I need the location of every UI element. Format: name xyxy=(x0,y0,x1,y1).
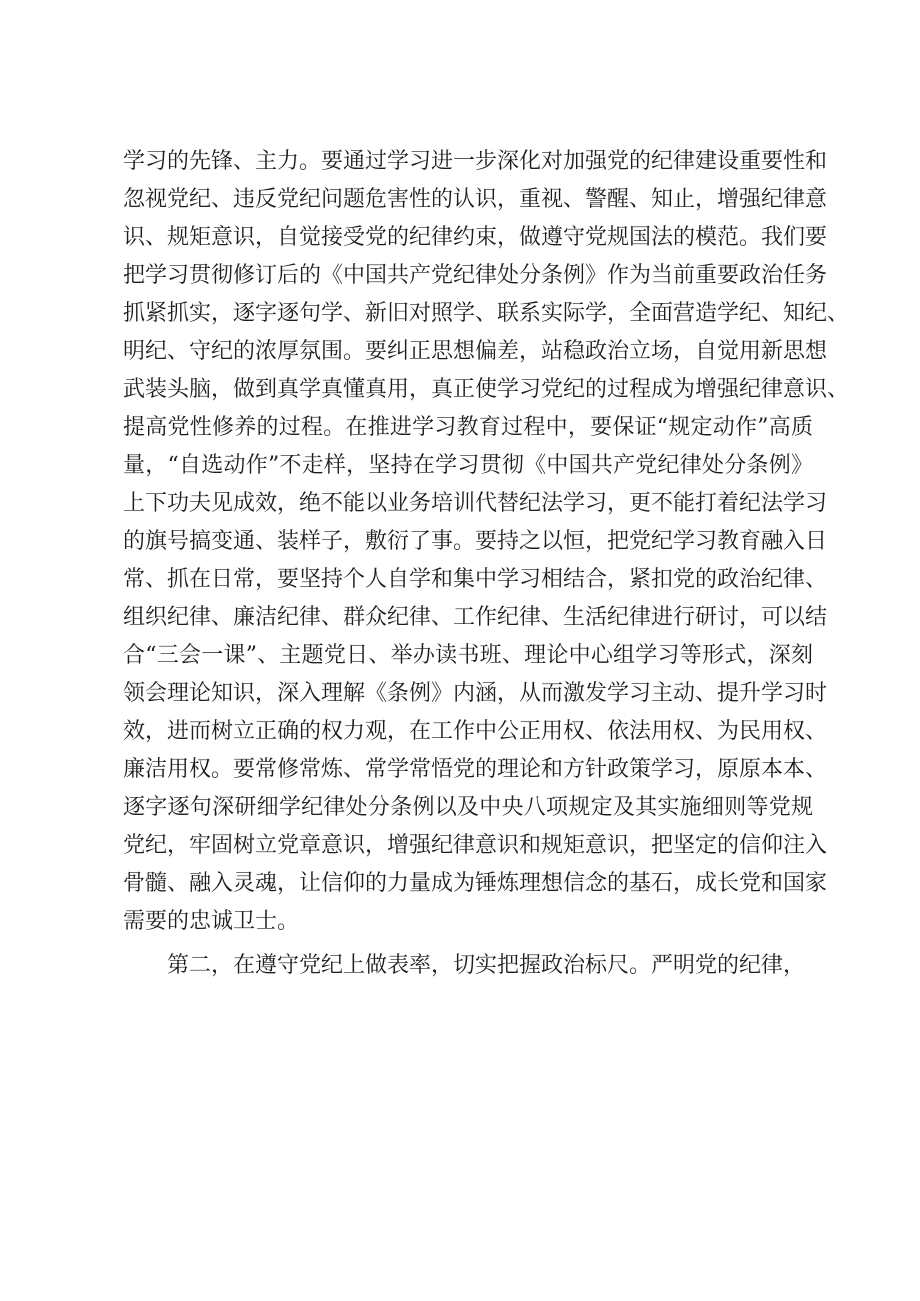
text-line: 领会理论知识，深入理解《条例》内涵，从而激发学习主动、提升学习时 xyxy=(123,681,828,706)
text-line: 武装头脑，做到真学真懂真用，真正使学习党纪的过程成为增强纪律意识、 xyxy=(123,377,850,402)
text-line: 逐字逐句深研细学纪律处分条例以及中央八项规定及其实施细则等党规 xyxy=(123,795,813,820)
text-line: 党纪，牢固树立党章意识，增强纪律意识和规矩意识，把坚定的信仰注入 xyxy=(123,833,828,858)
document-body xyxy=(123,143,850,985)
paragraph-2 xyxy=(123,947,813,985)
text-line: 常、抓在日常，要坚持个人自学和集中学习相结合，紧扣党的政治纪律、 xyxy=(123,567,828,592)
text-line: 效，进而树立正确的权力观，在工作中公正用权、依法用权、为民用权、 xyxy=(123,719,828,744)
text-line: 的旗号搞变通、装样子，敷衍了事。要持之以恒，把党纪学习教育融入日 xyxy=(123,529,828,554)
text-line: 忽视党纪、违反党纪问题危害性的认识，重视、警醒、知止，增强纪律意 xyxy=(123,187,828,212)
text-line: 把学习贯彻修订后的《中国共产党纪律处分条例》作为当前重要政治任务 xyxy=(123,263,828,288)
text-line: 学习的先锋、主力。要通过学习进一步深化对加强党的纪律建设重要性和 xyxy=(123,149,828,174)
text-line: 明纪、守纪的浓厚氛围。要纠正思想偏差，站稳政治立场，自觉用新思想 xyxy=(123,339,828,364)
text-line: 第二，在遵守党纪上做表率，切实把握政治标尺。严明党的纪律， xyxy=(167,953,806,978)
text-line: 量，“自选动作”不走样，坚持在学习贯彻《中国共产党纪律处分条例》 xyxy=(123,453,813,478)
text-line: 骨髓、融入灵魂，让信仰的力量成为锤炼理想信念的基石，成长党和国家 xyxy=(123,871,828,896)
text-line: 需要的忠诚卫士。 xyxy=(123,909,300,934)
text-line: 合“三会一课”、主题党日、举办读书班、理论中心组学习等形式，深刻 xyxy=(123,643,813,668)
text-line: 提高党性修养的过程。在推进学习教育过程中，要保证“规定动作”高质 xyxy=(123,415,813,440)
text-line: 廉洁用权。要常修常炼、常学常悟党的理论和方针政策学习，原原本本、 xyxy=(123,757,828,782)
text-line: 组织纪律、廉洁纪律、群众纪律、工作纪律、生活纪律进行研讨，可以结 xyxy=(123,605,828,630)
paragraph-1 xyxy=(123,143,850,941)
text-line: 抓紧抓实，逐字逐句学、新旧对照学、联系实际学，全面营造学纪、知纪、 xyxy=(123,301,850,326)
text-line: 识、规矩意识，自觉接受党的纪律约束，做遵守党规国法的模范。我们要 xyxy=(123,225,828,250)
text-line: 上下功夫见成效，绝不能以业务培训代替纪法学习，更不能打着纪法学习 xyxy=(123,491,828,516)
